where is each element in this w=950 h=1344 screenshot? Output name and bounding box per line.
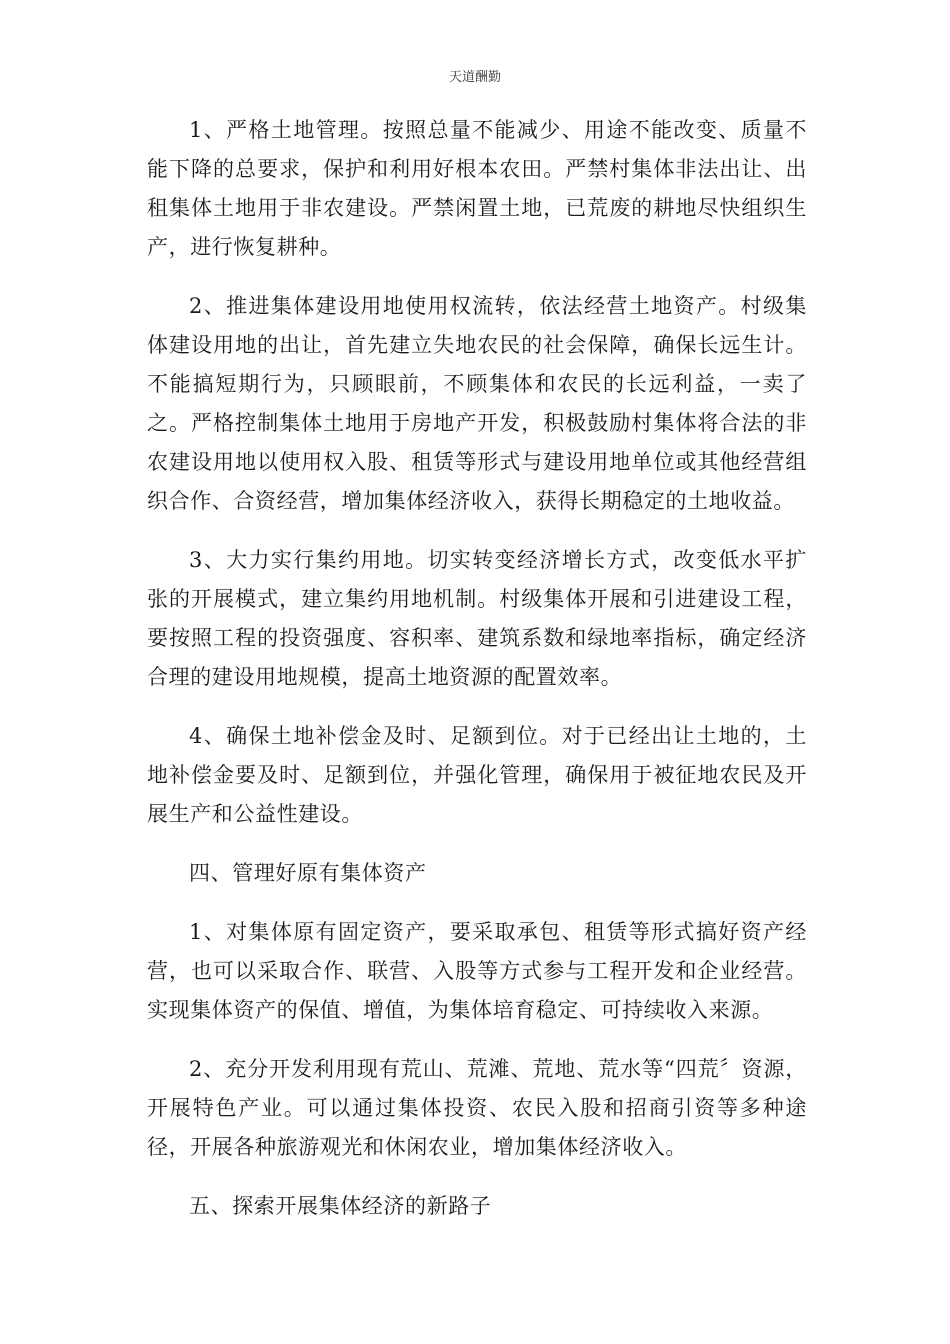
document-body bbox=[147, 111, 807, 1246]
section-heading-five: 五、探索开展集体经济的新路子 bbox=[189, 1194, 492, 1218]
paragraph-intensive-land-use: 3、大力实行集约用地。切实转变经济增长方式，改变低水平扩张的开展模式，建立集约用地机制。村级集体开展和引进建设工程，要按照工程的投资强度、容积率、建筑系数和绿地率指标，确定经济合理的建设用地规模，提高土地资源的配置效率。 bbox=[147, 548, 807, 689]
paragraph-land-compensation: 4、确保土地补偿金及时、足额到位。对于已经出让土地的，土地补偿金要及时、足额到位，并强化管理，确保用于被征地农民及开展生产和公益性建设。 bbox=[147, 724, 807, 826]
paragraph-four-wastelands: 2、充分开发利用现有荒山、荒滩、荒地、荒水等“四荒〞资源，开展特色产业。可以通过集体投资、农民入股和招商引资等多种途径，开展各种旅游观光和休闲农业，增加集体经济收入。 bbox=[147, 1057, 807, 1159]
section-heading-four: 四、管理好原有集体资产 bbox=[189, 861, 427, 885]
paragraph-land-transfer: 2、推进集体建设用地使用权流转，依法经营土地资产。村级集体建设用地的出让，首先建立失地农民的社会保障，确保长远生计。不能搞短期行为，只顾眼前，不顾集体和农民的长远利益，一卖了之。严格控制集体土地用于房地产开发，积极鼓励村集体将合法的非农建设用地以使用权入股、租赁等形式与建设用地单位或其他经营组织合作、合资经营，增加集体经济收入，获得长期稳定的土地收益。 bbox=[147, 294, 807, 513]
paragraph-fixed-assets: 1、对集体原有固定资产，要采取承包、租赁等形式搞好资产经营，也可以采取合作、联营、入股等方式参与工程开发和企业经营。实现集体资产的保值、增值，为集体培育稳定、可持续收入来源。 bbox=[147, 920, 807, 1022]
paragraph-land-management: 1、严格土地管理。按照总量不能减少、用途不能改变、质量不能下降的总要求，保护和利用好根本农田。严禁村集体非法出让、出租集体土地用于非农建设。严禁闲置土地，已荒废的耕地尽快组织生产，进行恢复耕种。 bbox=[147, 118, 807, 259]
page-header: 天道酬勤 bbox=[448, 70, 501, 85]
